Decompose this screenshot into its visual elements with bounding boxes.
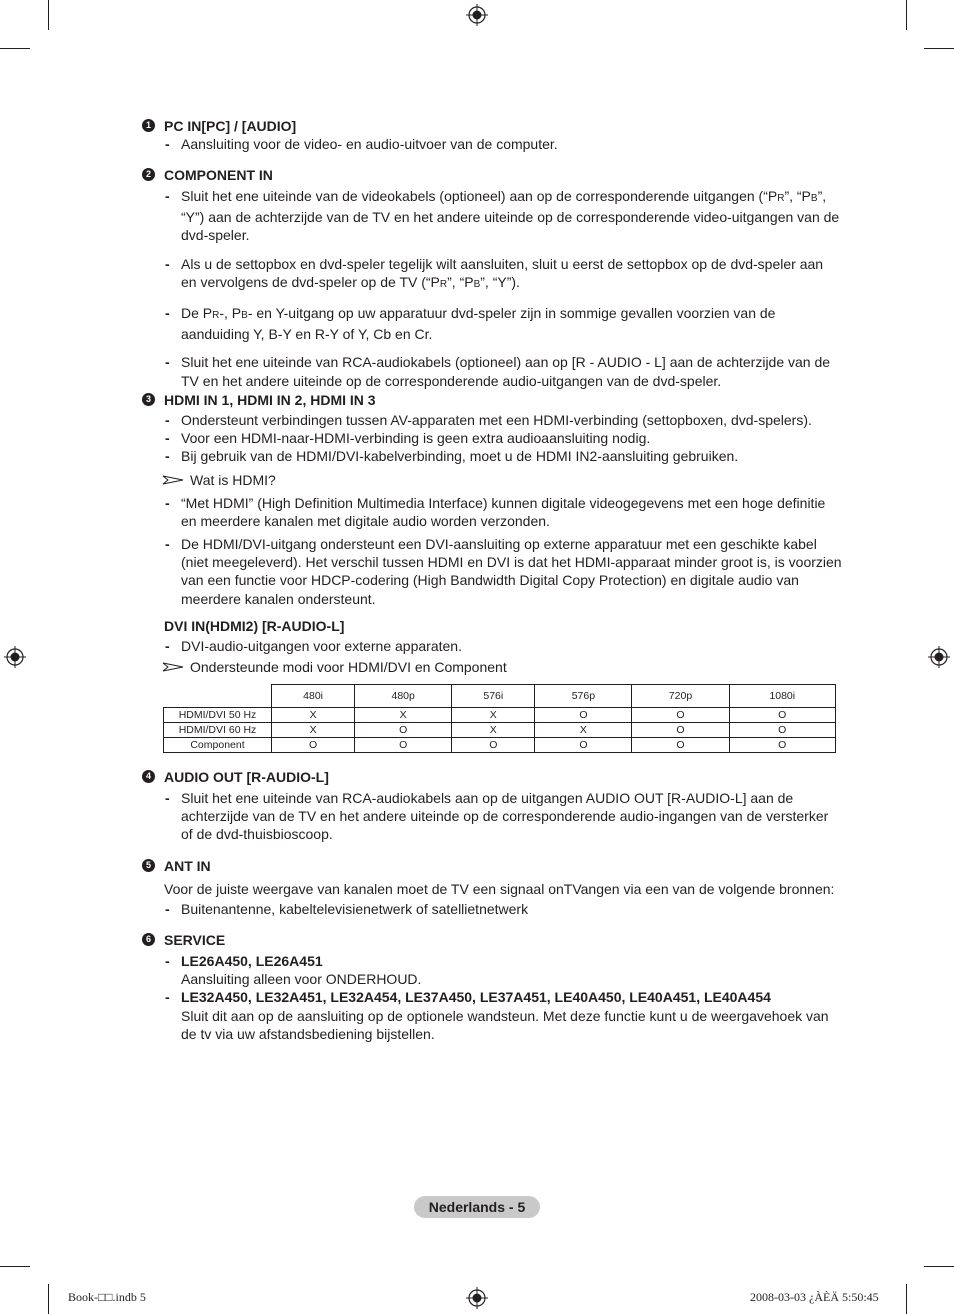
table-corner [164, 685, 272, 708]
table-header-cell: 1080i [729, 685, 835, 708]
table-header-cell: 720p [632, 685, 729, 708]
section-heading [142, 166, 842, 184]
crop-mark [48, 0, 49, 30]
list-item: - Sluit het ene uiteinde van RCA-audiokabels (optioneel) aan op [R - AUDIO - L] aan de achterzijde van de TV en het andere uiteinde op de corresponderende audio-uitgangen van de dvd-speler. [165, 354, 831, 389]
section-heading [142, 931, 842, 949]
registration-mark-icon [928, 646, 950, 668]
list-item: - De PR-, PB- en Y-uitgang op uw apparatuur dvd-speler zijn in sommige gevallen voorzien van de aanduiding Y, B-Y en R-Y of Y, Cb en Cr. [165, 305, 776, 343]
paragraph: Sluit dit aan op de aansluiting op de optionele wandsteun. Met deze functie kunt u de weergavehoek van de tv via uw afstandsbediening bijstellen. [181, 1007, 829, 1042]
paragraph: Voor de juiste weergave van kanalen moet de TV een signaal onTVangen via een van de volgende bronnen: [164, 881, 835, 897]
registration-mark-icon [4, 646, 26, 668]
section-title: PC IN[PC] / [AUDIO] [164, 118, 297, 134]
list-item: - Aansluiting voor de video- en audio-uitvoer van de computer. [165, 136, 558, 152]
table-header-cell: 480i [272, 685, 355, 708]
table-cell: O [632, 738, 729, 753]
table-header-cell: 576i [452, 685, 535, 708]
table-cell: O [355, 723, 452, 738]
supported-modes-table [163, 684, 836, 753]
note: Ondersteunde modi voor HDMI/DVI en Component [142, 658, 842, 676]
crop-mark [0, 48, 30, 49]
slug-left: Book-□□.indb 5 [68, 1290, 146, 1304]
table-cell: O [632, 723, 729, 738]
table-row-label: HDMI/DVI 60 Hz [164, 723, 272, 738]
section-number: 5 [142, 859, 155, 872]
crop-mark [906, 1284, 907, 1314]
registration-mark-icon [466, 1287, 488, 1309]
list-item: - Sluit het ene uiteinde van RCA-audiokabels aan op de uitgangen AUDIO OUT [R-AUDIO-L] aan de achterzijde van de TV en het andere uiteinde op de corresponderende audio-ingangen van de versterker of de dvd-thuisbioscoop. [165, 790, 829, 843]
table-cell: X [272, 723, 355, 738]
section-component-in [142, 166, 842, 390]
table-cell: O [729, 738, 835, 753]
table-cell: X [452, 723, 535, 738]
section-title: HDMI IN 1, HDMI IN 2, HDMI IN 3 [164, 392, 376, 408]
crop-mark [0, 1266, 30, 1267]
list-item: - De HDMI/DVI-uitgang ondersteunt een DVI-aansluiting op externe apparatuur met een geschikte kabel (niet meegeleverd). Het verschil tussen HDMI en DVI is dat het HDMI-apparaat minder groot is, is voorzien van een functie voor HDCP-codering (High Bandwidth Digital Copy Protection) en digitale audio van meerdere kanalen ondersteunt. [165, 536, 842, 607]
table-row [164, 708, 836, 723]
page-number-badge: Nederlands - 5 [414, 1196, 540, 1218]
section-number: 1 [142, 119, 155, 132]
table-cell: O [729, 708, 835, 723]
section-title: SERVICE [164, 932, 226, 948]
list-item: - Sluit het ene uiteinde van de videokabels (optioneel) aan op de corresponderende uitgangen (“PR”, “PB”, “Y”) aan de achterzijde van de TV en het andere uiteinde op de corresponderende video-uitgangen van de dvd-speler. [165, 188, 840, 244]
model-list: - LE32A450, LE32A451, LE32A454, LE37A450, LE37A451, LE40A450, LE40A451, LE40A454 [165, 989, 771, 1006]
crop-mark [924, 1266, 954, 1267]
note-arrow-icon [162, 475, 184, 485]
section-ant-in [142, 857, 842, 918]
slug-right: 2008-03-03 ¿ÀÈÄ 5:50:45 [750, 1290, 879, 1304]
list-item: - Ondersteunt verbindingen tussen AV-apparaten met een HDMI-verbinding (settopboxen, dvd-spelers). [165, 412, 812, 428]
table-cell: X [452, 708, 535, 723]
section-heading [142, 391, 842, 409]
table-header-row [164, 685, 836, 708]
section-heading [142, 117, 842, 135]
note: Wat is HDMI? [142, 471, 842, 489]
table-cell: O [355, 738, 452, 753]
crop-mark [924, 48, 954, 49]
section-hdmi-in [142, 391, 842, 676]
table-cell: X [355, 708, 452, 723]
section-pc-in [142, 117, 842, 153]
section-audio-out [142, 768, 842, 844]
table-cell: O [535, 738, 632, 753]
table-cell: O [632, 708, 729, 723]
section-title: ANT IN [164, 858, 211, 874]
table-cell: O [272, 738, 355, 753]
section-service [142, 931, 842, 1043]
subheading: DVI IN(HDMI2) [R-AUDIO-L] [164, 617, 345, 634]
model-list: - LE26A450, LE26A451 [165, 953, 323, 969]
table-cell: X [535, 723, 632, 738]
table-header-cell: 480p [355, 685, 452, 708]
note-arrow-icon [162, 662, 184, 672]
table-row-label: Component [164, 738, 272, 753]
list-item: - “Met HDMI” (High Definition Multimedia Interface) kunnen digitale videogegevens met een hoge definitie en meerdere kanalen met digitale audio worden verzonden. [165, 494, 826, 529]
list-item: - Buitenantenne, kabeltelevisienetwerk of satellietnetwerk [165, 901, 529, 917]
table-cell: X [272, 708, 355, 723]
table-cell: O [729, 723, 835, 738]
table-header-cell: 576p [535, 685, 632, 708]
table-cell: O [535, 708, 632, 723]
section-number: 4 [142, 770, 155, 783]
table-row-label: HDMI/DVI 50 Hz [164, 708, 272, 723]
section-number: 3 [142, 393, 155, 406]
table-row [164, 723, 836, 738]
crop-mark [48, 1284, 49, 1314]
section-number: 2 [142, 168, 155, 181]
list-item: - Bij gebruik van de HDMI/DVI-kabelverbinding, moet u de HDMI IN2-aansluiting gebruiken. [165, 448, 739, 465]
section-number: 6 [142, 933, 155, 946]
registration-mark-icon [466, 4, 488, 26]
list-item: - Als u de settopbox en dvd-speler tegelijk wilt aansluiten, sluit u eerst de settopbox op de dvd-speler aan en vervolgens de dvd-speler op de TV (“PR”, “PB”, “Y”). [165, 255, 824, 290]
section-heading [142, 857, 842, 875]
list-item: - DVI-audio-uitgangen voor externe apparaten. [165, 637, 462, 654]
list-item: - Voor een HDMI-naar-HDMI-verbinding is geen extra audioaansluiting nodig. [165, 430, 651, 447]
table-row [164, 738, 836, 753]
section-heading [142, 768, 842, 786]
paragraph: Aansluiting alleen voor ONDERHOUD. [181, 971, 422, 988]
section-title: COMPONENT IN [164, 167, 273, 183]
section-title: AUDIO OUT [R-AUDIO-L] [164, 769, 329, 785]
crop-mark [906, 0, 907, 30]
table-cell: O [452, 738, 535, 753]
